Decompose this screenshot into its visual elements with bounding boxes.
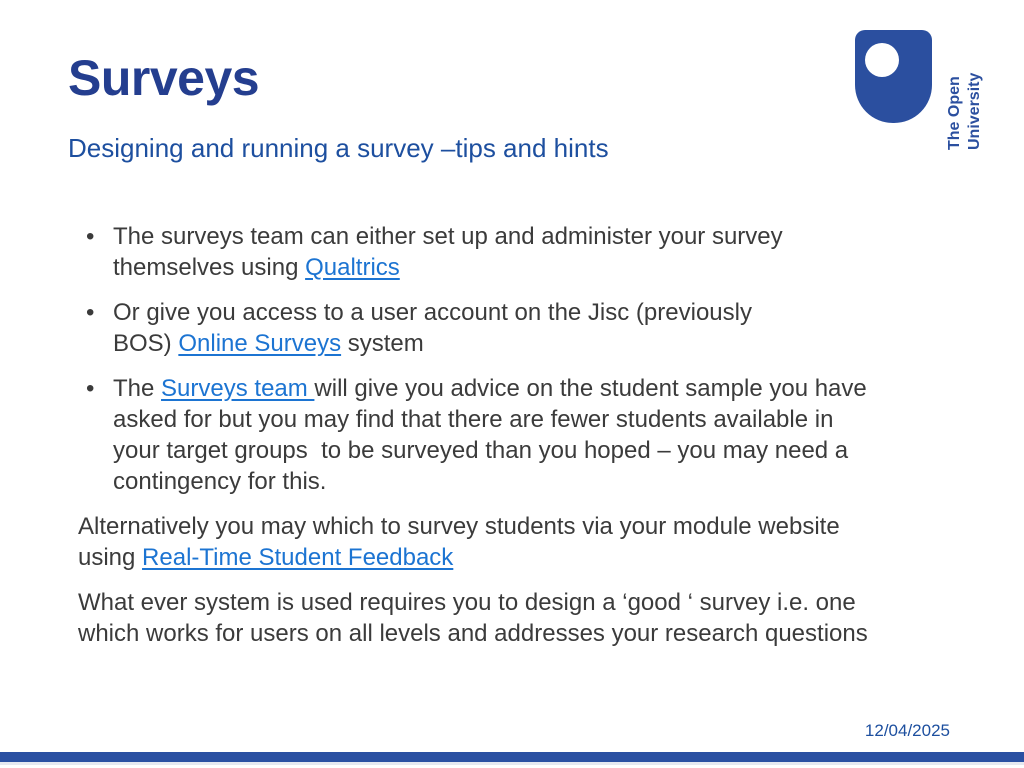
ou-logo-text bbox=[945, 58, 985, 150]
body-text: will give you advice on the student sample you have bbox=[314, 375, 867, 402]
text-line bbox=[78, 511, 978, 542]
body-text: themselves using bbox=[113, 254, 306, 281]
body-text: Or give you access to a user account on the Jisc (previously bbox=[113, 299, 752, 326]
slide-subtitle: Designing and running a survey –tips and hints bbox=[68, 133, 609, 163]
text-line bbox=[113, 221, 978, 252]
body-text: asked for but you may find that there are fewer students available in bbox=[113, 406, 834, 433]
body-text: What ever system is used requires you to design a ‘good ‘ survey i.e. one bbox=[78, 589, 856, 616]
body-text: system bbox=[341, 330, 424, 357]
ou-logo-text-line2: University bbox=[966, 72, 983, 150]
slide-date: 12/04/2025 bbox=[864, 721, 950, 740]
paragraph-whatever-system bbox=[68, 587, 978, 649]
body-text: using bbox=[78, 544, 143, 571]
body-text: The surveys team can either set up and administer your survey bbox=[113, 223, 783, 250]
text-line bbox=[113, 328, 978, 359]
real-time-student-feedback-link[interactable]: Real-Time Student Feedback bbox=[142, 544, 454, 571]
text-line bbox=[113, 435, 978, 466]
paragraph-alternatively bbox=[68, 511, 978, 573]
slide-body bbox=[68, 221, 978, 663]
body-text: Alternatively you may which to survey students via your module website bbox=[78, 513, 840, 540]
text-line bbox=[78, 587, 978, 618]
text-line bbox=[113, 466, 978, 497]
ou-shield-circle bbox=[865, 43, 899, 77]
bullet-marker: • bbox=[86, 299, 95, 326]
body-text: BOS) bbox=[113, 330, 179, 357]
text-line bbox=[78, 542, 978, 573]
surveys-team-link[interactable]: Surveys team bbox=[161, 375, 315, 402]
ou-logo-text-line1: The Open bbox=[946, 76, 963, 150]
text-line bbox=[113, 297, 978, 328]
page-title: Surveys bbox=[68, 50, 260, 106]
body-text: contingency for this. bbox=[113, 468, 327, 495]
text-line bbox=[113, 373, 978, 404]
bullet-item-2 bbox=[68, 297, 978, 359]
bullet-item-3 bbox=[68, 373, 978, 497]
ou-shield-icon bbox=[855, 30, 932, 123]
body-text: The bbox=[113, 375, 162, 402]
qualtrics-link[interactable]: Qualtrics bbox=[305, 254, 400, 281]
open-university-logo bbox=[855, 30, 995, 150]
body-text: which works for users on all levels and addresses your research questions bbox=[78, 620, 868, 647]
bullet-item-1 bbox=[68, 221, 978, 283]
text-line bbox=[78, 618, 978, 649]
bottom-accent-bar bbox=[0, 752, 1024, 765]
online-surveys-link[interactable]: Online Surveys bbox=[178, 330, 342, 357]
text-line bbox=[113, 404, 978, 435]
bullet-marker: • bbox=[86, 375, 95, 402]
body-text: your target groups to be surveyed than you hoped – you may need a bbox=[113, 437, 849, 464]
bullet-marker: • bbox=[86, 223, 95, 250]
text-line bbox=[113, 252, 978, 283]
